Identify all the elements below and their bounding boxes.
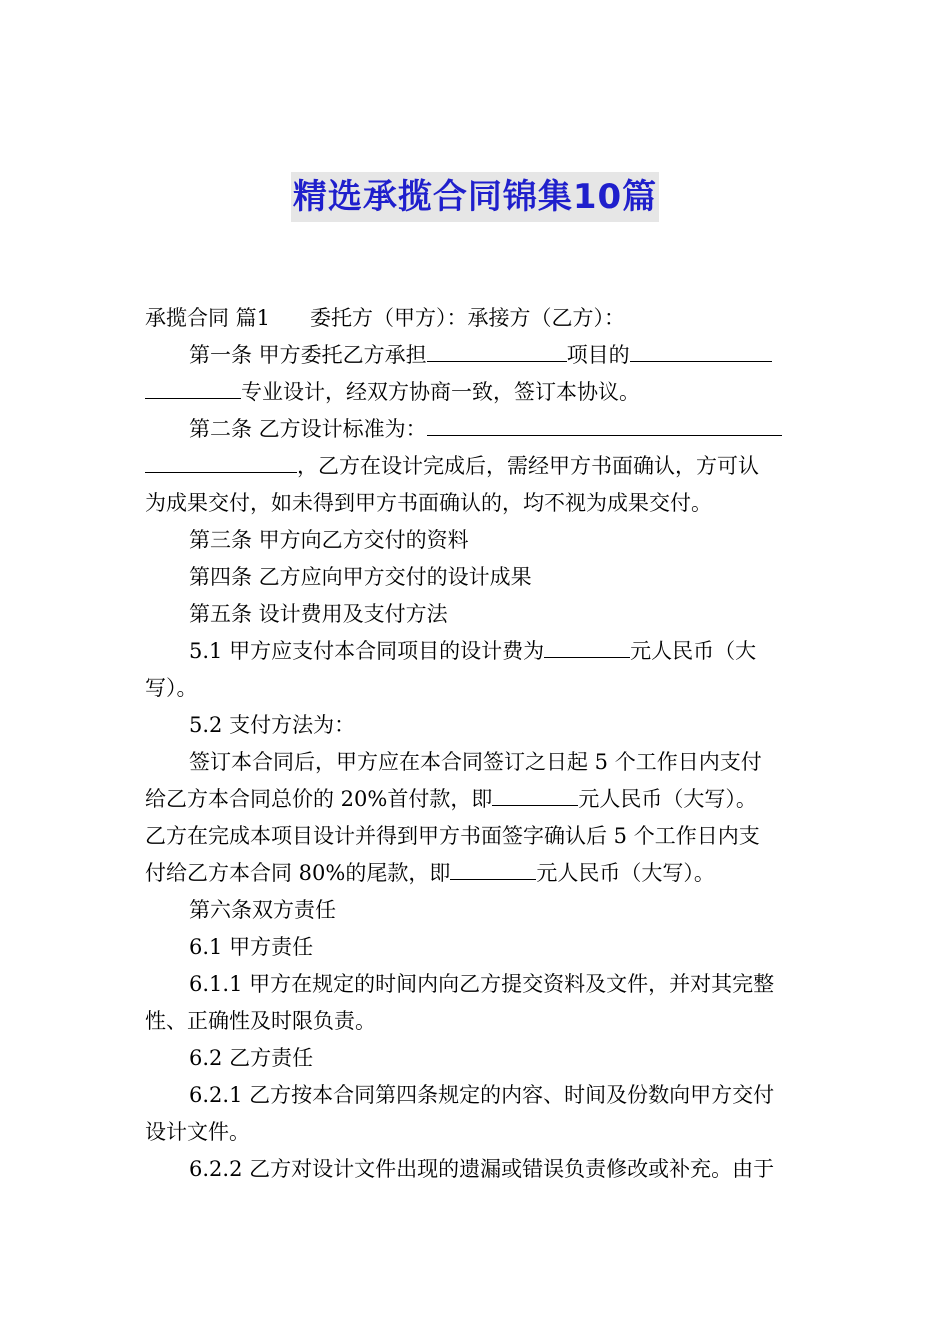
document-body [145, 300, 807, 1188]
line-article-2-cont [145, 448, 807, 485]
blank-field [492, 783, 578, 806]
text: 项目的 [566, 343, 630, 367]
text: 付给乙方本合同 80%的尾款，即 [145, 861, 451, 885]
text: 6.2 乙方责任 [189, 1046, 314, 1070]
line-5-2 [145, 707, 807, 744]
text: 签订本合同后，甲方应在本合同签订之日起 5 个工作日内支付 [189, 750, 762, 774]
text: 元人民币（大 [630, 639, 757, 663]
text: 写）。 [145, 676, 198, 700]
text: 乙方在完成本项目设计并得到甲方书面签字确认后 5 个工作日内支 [145, 824, 760, 848]
line-6-2-2 [145, 1151, 807, 1188]
text: 5.2 支付方法为： [189, 713, 356, 737]
line-payment-2 [145, 781, 807, 818]
text: 元人民币（大写）。 [578, 787, 757, 811]
line-article-4 [145, 559, 807, 596]
blank-field [427, 413, 782, 436]
line-6-1-1 [145, 966, 807, 1003]
text: 第二条 乙方设计标准为： [189, 417, 427, 441]
line-5-1 [145, 633, 807, 670]
blank-field [544, 635, 630, 658]
blank-field [450, 857, 536, 880]
section-label: 承揽合同 篇1 [145, 306, 271, 330]
text: 6.2.2 乙方对设计文件出现的遗漏或错误负责修改或补充。由于 [189, 1157, 775, 1181]
line-6-2-1-cont [145, 1114, 807, 1151]
text: 元人民币（大写）。 [536, 861, 715, 885]
title-wrap [0, 172, 950, 222]
text: 第三条 甲方向乙方交付的资料 [189, 528, 469, 552]
text: 给乙方本合同总价的 20%首付款，即 [145, 787, 493, 811]
text: 6.1.1 甲方在规定的时间内向乙方提交资料及文件，并对其完整 [189, 972, 775, 996]
line-payment-4 [145, 855, 807, 892]
parties-label: 委托方（甲方）：承接方（乙方）： [310, 306, 626, 330]
line-article-1-cont [145, 374, 807, 411]
line-heading [145, 300, 807, 337]
text: 为成果交付，如未得到甲方书面确认的，均不视为成果交付。 [145, 491, 712, 515]
text: 性、正确性及时限负责。 [145, 1009, 376, 1033]
blank-field [145, 450, 297, 473]
line-payment-1 [145, 744, 807, 781]
text: 第六条双方责任 [189, 898, 336, 922]
document-title: 精选承揽合同锦集10篇 [291, 172, 659, 222]
text: 第一条 甲方委托乙方承担 [189, 343, 427, 367]
line-6-2 [145, 1040, 807, 1077]
text: 第四条 乙方应向甲方交付的设计成果 [189, 565, 532, 589]
line-6-1-1-cont [145, 1003, 807, 1040]
line-5-1-cont [145, 670, 807, 707]
line-article-3 [145, 522, 807, 559]
blank-field [630, 339, 772, 362]
line-article-2-end [145, 485, 807, 522]
line-6-1 [145, 929, 807, 966]
text: ，乙方在设计完成后，需经甲方书面确认，方可认 [297, 454, 759, 478]
text: 设计文件。 [145, 1120, 250, 1144]
blank-field [427, 339, 567, 362]
text: 5.1 甲方应支付本合同项目的设计费为 [189, 639, 545, 663]
blank-field [145, 376, 241, 399]
text: 专业设计，经双方协商一致，签订本协议。 [241, 380, 640, 404]
text: 6.1 甲方责任 [189, 935, 314, 959]
line-6-2-1 [145, 1077, 807, 1114]
line-article-2 [145, 411, 807, 448]
line-article-6 [145, 892, 807, 929]
text: 第五条 设计费用及支付方法 [189, 602, 448, 626]
line-article-5 [145, 596, 807, 633]
text: 6.2.1 乙方按本合同第四条规定的内容、时间及份数向甲方交付 [189, 1083, 775, 1107]
line-article-1 [145, 337, 807, 374]
line-payment-3 [145, 818, 807, 855]
